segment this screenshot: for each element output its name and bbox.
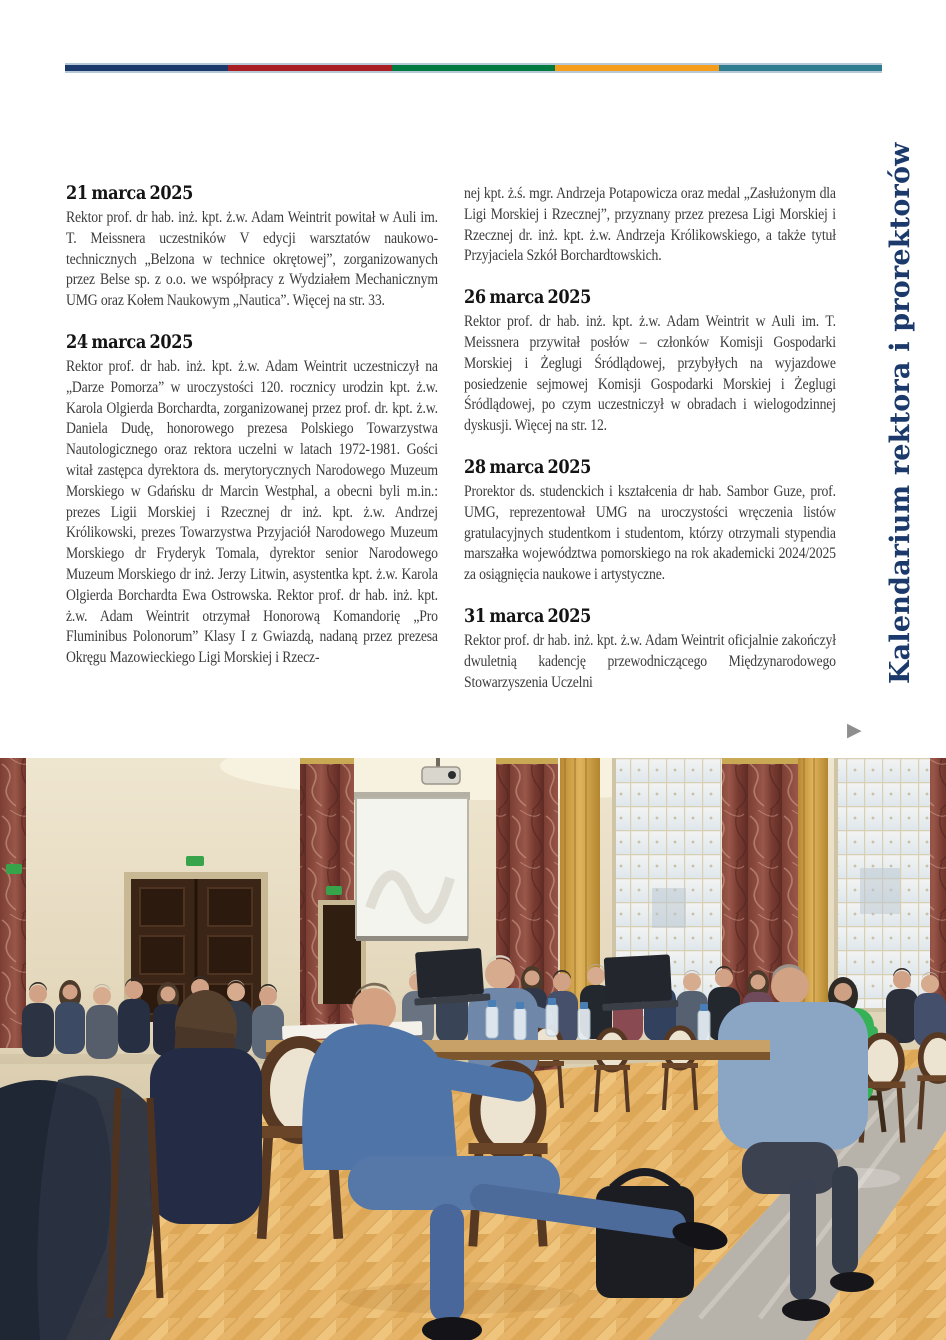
bar-segment-red [228, 65, 391, 71]
exit-sign [326, 886, 342, 895]
calendar-entry-continuation [464, 183, 836, 266]
exit-sign [186, 856, 204, 866]
exit-sign [6, 864, 22, 874]
entry-date: 24 marca 2025 [66, 330, 194, 353]
entry-body: Rektor prof. dr hab. inż. kpt. ż.w. Adam Weintrit uczestniczył na „Darze Pomorza” w uroczystości 120. rocznicy urodzin kpt. ż.w. Karola Olgierda Borchardta, zorganizowanej przez prof. dr. kpt. ż.w. Daniela Dudę, honorowego prezesa Polskiego Towarzystwa Nautologicznego oraz rektora uczelni w latach 1972-1981. Gości witał zastępca dyrektora ds. merytorycznych Narodowego Muzeum Morskiego w Gdańsku dr Marcin Westphal, a obecni byli m.in.: prezes Ligii Morskiej i Rzecznej dr inż. kpt. ż.w. Andrzej Królikowski, prezes Towarzystwa Przyjaciół Narodowego Muzeum Morskiego dr Fryderyk Tomala, dyrektor senior Narodowego Muzeum Morskiego dr inż. Jerzy Litwin, asystentka kpt. ż.w. Karola Olgierda Borchardta Ewa Ostrowska. Rektor prof. dr hab. inż. kpt. ż.w. Adam Weintrit otrzymał Honorową Komandorię „Pro Fluminibus Polonorum” Klasy I z Gwiazdą, nadaną przez prezesa Okręgu Mazowieckiego Ligi Morskiej i Rzecz- [66, 356, 438, 667]
conference-photo [0, 758, 946, 1340]
calendar-entry [66, 332, 438, 668]
entry-date: 26 marca 2025 [464, 286, 592, 309]
text-column-left [66, 183, 438, 689]
calendar-entry [464, 606, 836, 692]
bar-segment-navy [65, 65, 228, 71]
entry-date: 31 marca 2025 [464, 604, 592, 627]
projection-screen [354, 792, 470, 941]
entry-date: 21 marca 2025 [66, 182, 194, 204]
entry-body: Rektor prof. dr hab. inż. kpt. ż.w. Adam Weintrit oficjalnie zakończył dwuletnią kadencję przewodniczącego Międzynarodowego Stowarzyszenia Uczelni [464, 630, 836, 691]
entry-date: 28 marca 2025 [464, 455, 592, 478]
entry-body: nej kpt. ż.ś. mgr. Andrzeja Potapowicza oraz medal „Zasłużonym dla Ligi Morskiej i Rzecznej”, przyznany przez prezesa Ligi Morskiej i Rzecznej dr. inż. kpt. ż.w. Andrzeja Królikowskiego, a także tytuł Przyjaciela Szkół Borchardtowskich. [464, 184, 836, 265]
top-color-bar [65, 63, 882, 73]
continuation-arrow-icon: ▶ [847, 719, 862, 741]
entry-body: Rektor prof. dr hab. inż. kpt. ż.w. Adam Weintrit w Auli im. T. Meissnera przywitał posłów – członków Komisji Gospodarki Morskiej i Żeglugi Śródlądowej, przybyłych na wyjazdowe posiedzenie sejmowej Komisji Gospodarki Morskiej i Żeglugi Śródlądowej, po czym uczestniczył w obradach i wielogodzinnej dyskusji. Więcej na str. 12. [464, 312, 836, 435]
bar-segment-teal [719, 65, 882, 71]
calendar-entry [464, 287, 836, 436]
bar-segment-green [392, 65, 555, 71]
text-column-right [464, 183, 836, 713]
entry-body: Prorektor ds. studenckich i kształcenia dr hab. Sambor Guze, prof. UMG, reprezentował UMG na uroczystości wręczenia listów gratulacyjnych studentkom i studentom, którzy otrzymali stypendia marszałka województwa pomorskiego na rok akademicki 2024/2025 za osiągnięcia naukowe i artystyczne. [464, 481, 836, 584]
vertical-title: Kalendarium rektora i prorektorów [885, 142, 916, 684]
bar-segment-orange [555, 65, 718, 71]
calendar-entry [66, 183, 438, 311]
entry-body: Rektor prof. dr hab. inż. kpt. ż.w. Adam Weintrit powitał w Auli im. T. Meissnera uczestników V edycji warsztatów naukowo-technicznych „Belzona w technice okrętowej”, zorganizowanych przez Belse sp. z o.o. we współpracy z Wydziałem Mechanicznym UMG oraz Kołem Naukowym „Nautica”. Więcej na str. 33. [66, 208, 438, 310]
calendar-entry [464, 457, 836, 585]
